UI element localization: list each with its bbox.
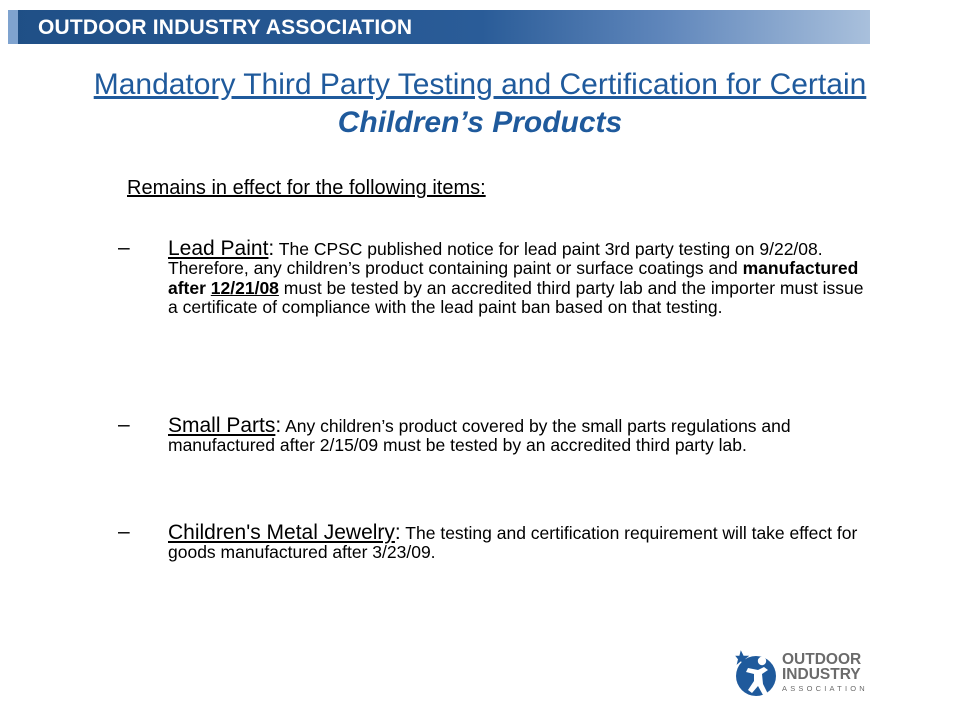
item-text-continued: must be tested by an accredited third party lab and the importer must issue a certificate of compliance with the lead paint ban based on that testing. bbox=[168, 277, 864, 318]
logo-line1: OUTDOOR bbox=[782, 651, 862, 668]
item-text: The testing and certification requirement will take effect for goods manufactured after 3/23/09. bbox=[168, 523, 858, 563]
item-body bbox=[168, 416, 868, 456]
item-colon: : bbox=[268, 237, 275, 260]
item-label: Small Parts bbox=[168, 414, 276, 437]
banner-title: OUTDOOR INDUSTRY ASSOCIATION bbox=[38, 16, 413, 39]
item-bold-text: manufactured after bbox=[168, 258, 859, 298]
title-part1: Mandatory Third Party Testing and Certification for Certain bbox=[93, 68, 867, 101]
header-banner bbox=[8, 10, 870, 44]
intro-text: Remains in effect for the following items: bbox=[127, 177, 486, 199]
item-date: 12/21/08 bbox=[210, 277, 279, 298]
logo-line2: INDUSTRY bbox=[782, 666, 861, 683]
dash-bullet: – bbox=[118, 236, 130, 259]
item-label: Lead Paint bbox=[168, 237, 269, 260]
oia-logo bbox=[732, 646, 892, 702]
dash-bullet: – bbox=[118, 520, 130, 543]
item-body bbox=[168, 523, 868, 563]
dash-bullet: – bbox=[118, 413, 130, 436]
logo-line3: ASSOCIATION bbox=[782, 684, 868, 693]
person-star-icon bbox=[732, 646, 780, 702]
item-colon: : bbox=[275, 414, 282, 437]
item-text: The CPSC published notice for lead paint 3rd party testing on 9/22/08. Therefore, any children’s product containing paint or surface coatings and bbox=[168, 239, 823, 279]
item-body bbox=[168, 239, 868, 318]
logo-wordmark bbox=[782, 652, 861, 682]
item-text: Any children’s product covered by the small parts regulations and manufactured after 2/15/09 must be tested by an accredited third party lab. bbox=[168, 416, 791, 456]
item-label: Children's Metal Jewelry bbox=[168, 521, 395, 544]
slide-title bbox=[60, 66, 900, 142]
item-colon: : bbox=[394, 521, 401, 544]
title-part2: Children’s Products bbox=[337, 106, 623, 139]
banner-edge bbox=[8, 10, 18, 44]
